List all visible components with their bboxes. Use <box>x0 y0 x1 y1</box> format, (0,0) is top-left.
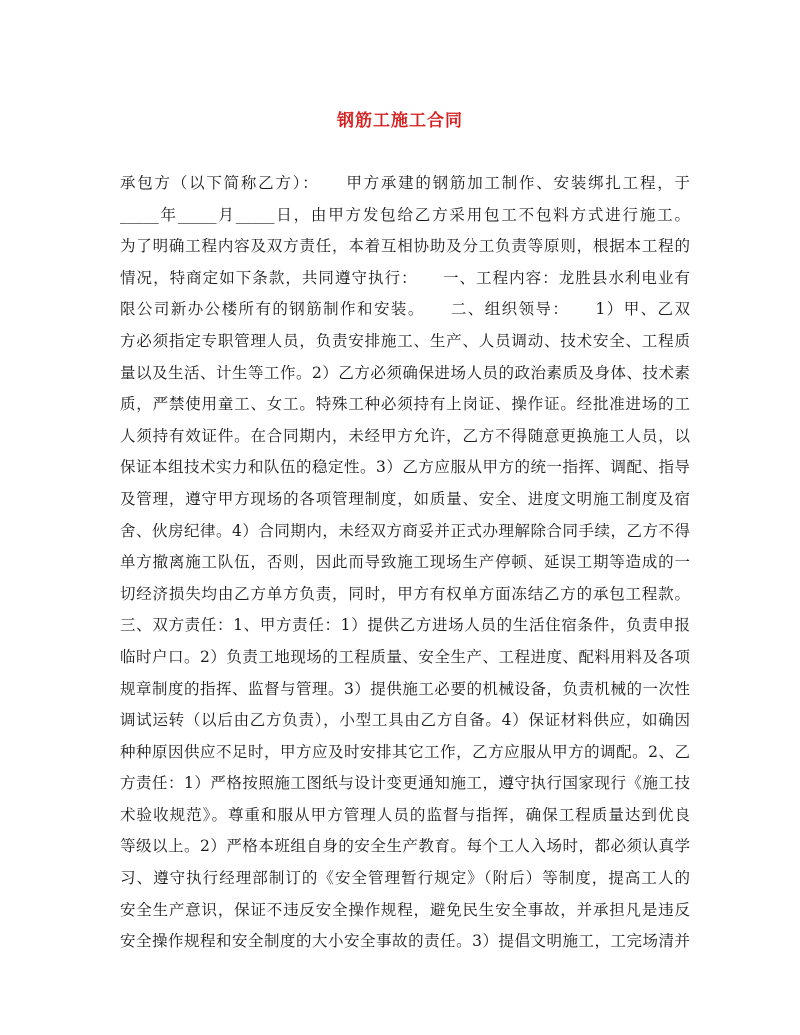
body-line-1: 承包方（以下简称乙方）： 甲方承建的钢筋加工制作、安装绑扎工程，于 <box>120 174 690 192</box>
body-line-17: 规章制度的指挥、监督与管理。3）提供施工必要的机械设备，负责机械的一次性 <box>120 679 690 698</box>
body-line-12: 舍、伙房纪律。4）合同期内，未经双方商妥并正式办理解除合同手续，乙方不得 <box>120 521 690 540</box>
body-line-16: 临时户口。2）负责工地现场的工程质量、安全生产、工程进度、配料用料及各项 <box>120 647 690 666</box>
body-line-4: 情况，特商定如下条款，共同遵守执行： 一、工程内容：龙胜县水利电业有 <box>120 268 690 287</box>
body-line-22: 等级以上。2）严格本班组自身的安全生产教育。每个工人入场时，都必须认真学 <box>120 837 690 856</box>
document-body <box>120 168 690 958</box>
body-line-11: 及管理，遵守甲方现场的各项管理制度，如质量、安全、进度文明施工制度及宿 <box>120 489 690 508</box>
body-line-20: 方责任：1）严格按照施工图纸与设计变更通知施工，遵守执行国家现行《施工技 <box>120 774 690 793</box>
body-line-6: 方必须指定专职管理人员，负责安排施工、生产、人员调动、技术安全、工程质 <box>120 331 690 350</box>
body-line-13: 单方撤离施工队伍，否则，因此而导致施工现场生产停顿、延误工期等造成的一 <box>120 553 690 572</box>
body-line-23: 习、遵守执行经理部制订的《安全管理暂行规定》（附后）等制度，提高工人的 <box>120 869 690 888</box>
body-line-24: 安全生产意识，保证不违反安全操作规程，避免民生安全事故，并承担凡是违反 <box>120 900 690 919</box>
body-line-15: 三、双方责任：1、甲方责任：1）提供乙方进场人员的生活住宿条件，负责申报 <box>120 616 690 635</box>
body-line-21: 术验收规范》。尊重和服从甲方管理人员的监督与指挥，确保工程质量达到优良 <box>120 805 690 824</box>
body-line-10: 保证本组技术实力和队伍的稳定性。3）乙方应服从甲方的统一指挥、调配、指导 <box>120 458 690 477</box>
body-line-19: 种种原因供应不足时，甲方应及时安排其它工作，乙方应服从甲方的调配。2、乙 <box>120 742 690 761</box>
body-line-5: 限公司新办公楼所有的钢筋制作和安装。 二、组织领导： 1）甲、乙双 <box>120 300 690 319</box>
body-line-9: 人须持有效证件。在合同期内，未经甲方允许，乙方不得随意更换施工人员，以 <box>120 426 690 445</box>
body-line-18: 调试运转（以后由乙方负责），小型工具由乙方自备。4）保证材料供应，如确因 <box>120 711 690 730</box>
body-line-7: 量以及生活、计生等工作。2）乙方必须确保进场人员的政治素质及身体、技术素 <box>120 363 690 382</box>
document-title: 钢筋工施工合同 <box>337 111 463 131</box>
body-line-3: 为了明确工程内容及双方责任，本着互相协助及分工负责等原则，根据本工程的 <box>120 237 690 256</box>
body-line-14: 切经济损失均由乙方单方负责，同时，甲方有权单方面冻结乙方的承包工程款。 <box>120 584 690 603</box>
body-line-2: _____年_____月_____日，由甲方发包给乙方采用包工不包料方式进行施工。 <box>120 205 690 224</box>
body-line-25: 安全操作规程和安全制度的大小安全事故的责任。3）提倡文明施工，工完场清并 <box>120 932 690 951</box>
body-line-8: 质，严禁使用童工、女工。特殊工种必须持有上岗证、操作证。经批准进场的工 <box>120 395 690 414</box>
